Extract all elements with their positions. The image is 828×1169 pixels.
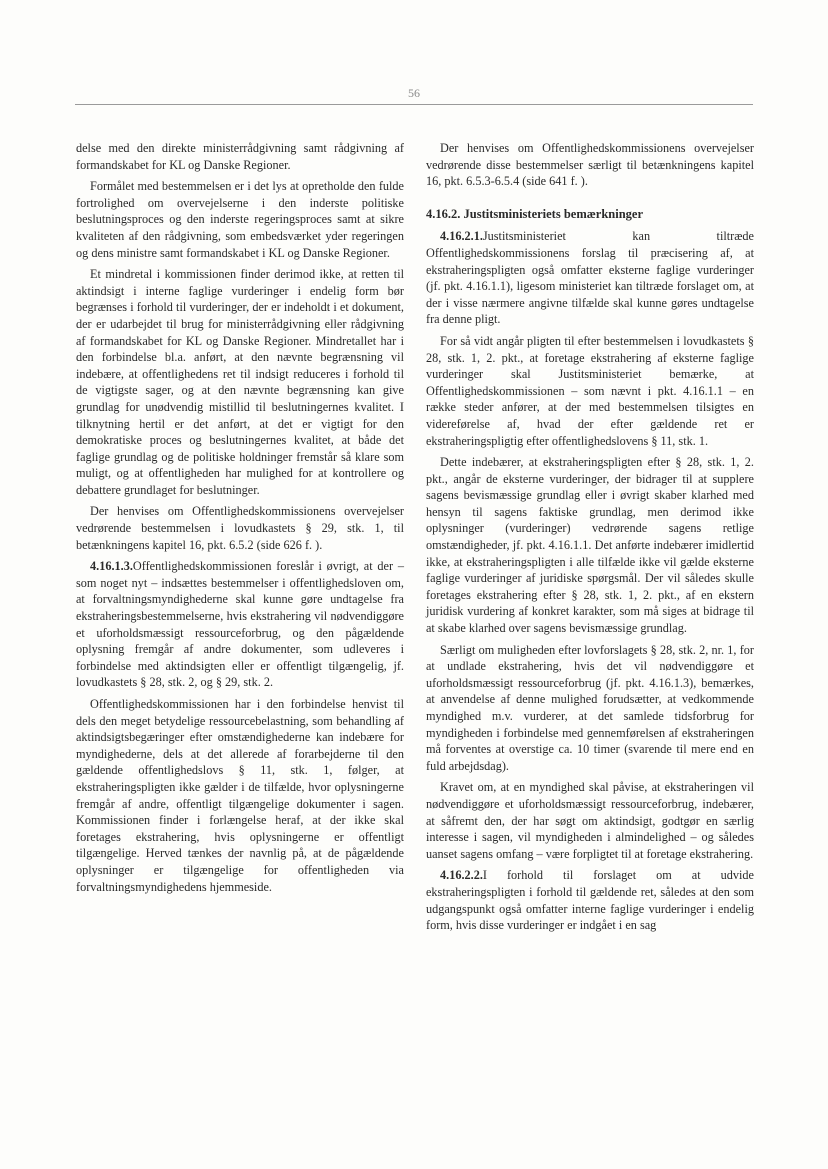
paragraph: For så vidt angår pligten til efter bestemmelsen i lovudkastets § 28, stk. 1, 2. pkt., at foretage ekstrahering af eksterne faglige vurderinger skal Justitsministeriet bemærke, at Offentlighedskommissionen – som nævnt i pkt. 4.16.1.1 – en række steder anfører, at der med bestemmelsen tilsigtes en videreførelse af, hvad der efter gældende ret er ekstraheringspligtig efter offentlighedslovens § 11, stk. 1. bbox=[426, 333, 754, 448]
paragraph: Formålet med bestemmelsen er i det lys at opretholde den fulde fortrolighed om overvejelserne i den inderste politiske beslutningsproces og den inderste regeringsproces samt at sikre kvaliteten af den rådgivning, som embedsværket yder regeringen og dens ministre samt formandskabet i KL og Danske Regioner. bbox=[76, 179, 404, 260]
paragraph-text: Justitsministeriet kan tiltræde Offentlighedskommissionens forslag til præcisering af, at ekstraheringspligten også omfatter eksterne faglige vurderinger (jf. pkt. 4.16.1.1), ligesom ministeriet kan tiltræde forslaget om, at der i visse nærmere angivne tilfælde skal kunne gøres undtagelse fra denne pligt. bbox=[426, 229, 754, 327]
paragraph bbox=[76, 558, 404, 691]
section-number: 4.16.2.2. bbox=[440, 868, 483, 883]
paragraph: Der henvises om Offentlighedskommissionens overvejelser vedrørende bestemmelsen i lovudkastets § 29, stk. 1, til betænkningens kapitel 16, pkt. 6.5.2 (side 626 f. ). bbox=[76, 504, 404, 552]
paragraph: Kravet om, at en myndighed skal påvise, at ekstraheringen vil nødvendiggøre et uforholdsmæssigt ressourceforbrug, indebærer, at såfremt den, der har søgt om aktindsigt, godtgør en særlig interesse i sagen, vil myndigheden i almindelighed – og således uanset sagens omfang – være forpligtet til at foretage ekstrahering. bbox=[426, 780, 754, 861]
page-number: 56 bbox=[408, 86, 420, 100]
left-column bbox=[76, 140, 404, 900]
paragraph-text: I forhold til forslaget om at udvide ekstraheringspligten i forhold til gældende ret, således at den som udgangspunkt også omfatter interne faglige vurderinger i endelig form, hvis disse vurderinger er indgået i en sag bbox=[426, 868, 754, 933]
header-rule bbox=[75, 104, 753, 105]
paragraph: delse med den direkte ministerrådgivning samt rådgivning af formandskabet for KL og Danske Regioner. bbox=[76, 141, 404, 172]
paragraph: Et mindretal i kommissionen finder derimod ikke, at retten til aktindsigt i interne faglige vurderinger i endelig form bør begrænses i forhold til vurderinger, der er indeholdt i et dokument, der er udarbejdet til brug for ministerrådgivning eller rådgivning af formandskabet for KL og Danske Regioner. Mindretallet har i den forbindelse bl.a. anført, at den nævnte begrænsning vil indebære, at offentlighedens ret til indsigt reduceres i forhold til de vigtigste sager, og at den nævnte begrænsning kan give grundlag for unødvendig mistillid til beslutningernes kvalitet. I tilknytning hertil er det anført, at det er vigtigt for den demokratiske proces og beslutningernes kvalitet, at både det faglige grundlag og de politiske holdninger fremstår så klare som muligt, og at offentligheden har mulighed for at kontrollere og debattere grundlaget for beslutninger. bbox=[76, 267, 404, 497]
paragraph bbox=[426, 867, 754, 933]
paragraph-text: Offentlighedskommissionen foreslår i øvrigt, at der – som noget nyt – indsættes bestemmelser i offentlighedsloven om, at forvaltningsmyndighederne skal kunne gøre undtagelse fra ekstraheringsbestemmelserne, hvis ekstrahering vil nødvendiggøre et uforholdsmæssigt ressourceforbrug, og den pågældende oplysning fremgår af andre dokumenter, som udleveres i forbindelse med aktindsigten eller er offentligt tilgængelig, jf. lovudkastets § 28, stk. 2, og § 29, stk. 2. bbox=[76, 559, 404, 690]
paragraph: Der henvises om Offentlighedskommissionens overvejelser vedrørende disse bestemmelser særligt til betænkningens kapitel 16, pkt. 6.5.3-6.5.4 (side 641 f. ). bbox=[426, 141, 754, 189]
section-number: 4.16.2.1. bbox=[440, 229, 483, 244]
paragraph bbox=[426, 228, 754, 328]
paragraph: Særligt om muligheden efter lovforslagets § 28, stk. 2, nr. 1, for at undlade ekstrahering, hvis det vil nødvendiggøre et uforholdsmæssigt ressourceforbrug (jf. pkt. 4.16.1.3), bemærkes, at anvendelse af denne mulighed forudsætter, at vedkommende myndighed m.v. vurderer, at det samlede tidsforbrug for myndigheden i forbindelse med gennemførelsen af ekstraheringen må forventes at overstige ca. 10 timer (svarende til mere end en fuld arbejdsdag). bbox=[426, 642, 754, 773]
right-column bbox=[426, 140, 754, 939]
paragraph: Dette indebærer, at ekstraheringspligten efter § 28, stk. 1, 2. pkt., angår de eksterne vurderinger, der bidrager til at supplere sagens bevismæssige grundlag eller i øvrigt skaber klarhed med hensyn til sagens faktiske grundlag, men derimod ikke oplysninger (vurderinger) vedrørende sagens retlige omstændigheder, jf. pkt. 4.16.1.1. Det anførte indebærer imidlertid ikke, at ekstraheringspligten i alle tilfælde ikke vil gælde eksterne faglige vurderinger af juridiske spørgsmål. Der vil således skulle foretages ekstrahering efter § 28, stk. 1, 2. pkt., af en ekstern juridisk vurdering af konkret karakter, som må siges at bidrage til at skabe klarhed over sagens bevismæssige grundlag. bbox=[426, 455, 754, 636]
section-number: 4.16.1.3. bbox=[90, 559, 133, 574]
section-heading: 4.16.2. Justitsministeriets bemærkninger bbox=[426, 206, 643, 221]
paragraph: Offentlighedskommissionen har i den forbindelse henvist til dels den meget betydelige ressourcebelastning, som behandling af aktindsigtsbegæringer efter omstændighederne kan indebære for myndighederne, dels at det allerede af forarbejderne til den gældende offentlighedslovs § 11, stk. 1, følger, at ekstraheringspligten ikke gælder i de tilfælde, hvor oplysningerne fremgår af andre, offentligt tilgængelige dokumenter i sagen. Kommissionen finder i forlængelse heraf, at der ikke skal foretages ekstrahering, hvis oplysningerne er offentligt tilgængelige. Herved tænkes der navnlig på, at de pågældende oplysninger er tilgængelige for offentligheden via forvaltningsmyndighedens hjemmeside. bbox=[76, 697, 404, 894]
